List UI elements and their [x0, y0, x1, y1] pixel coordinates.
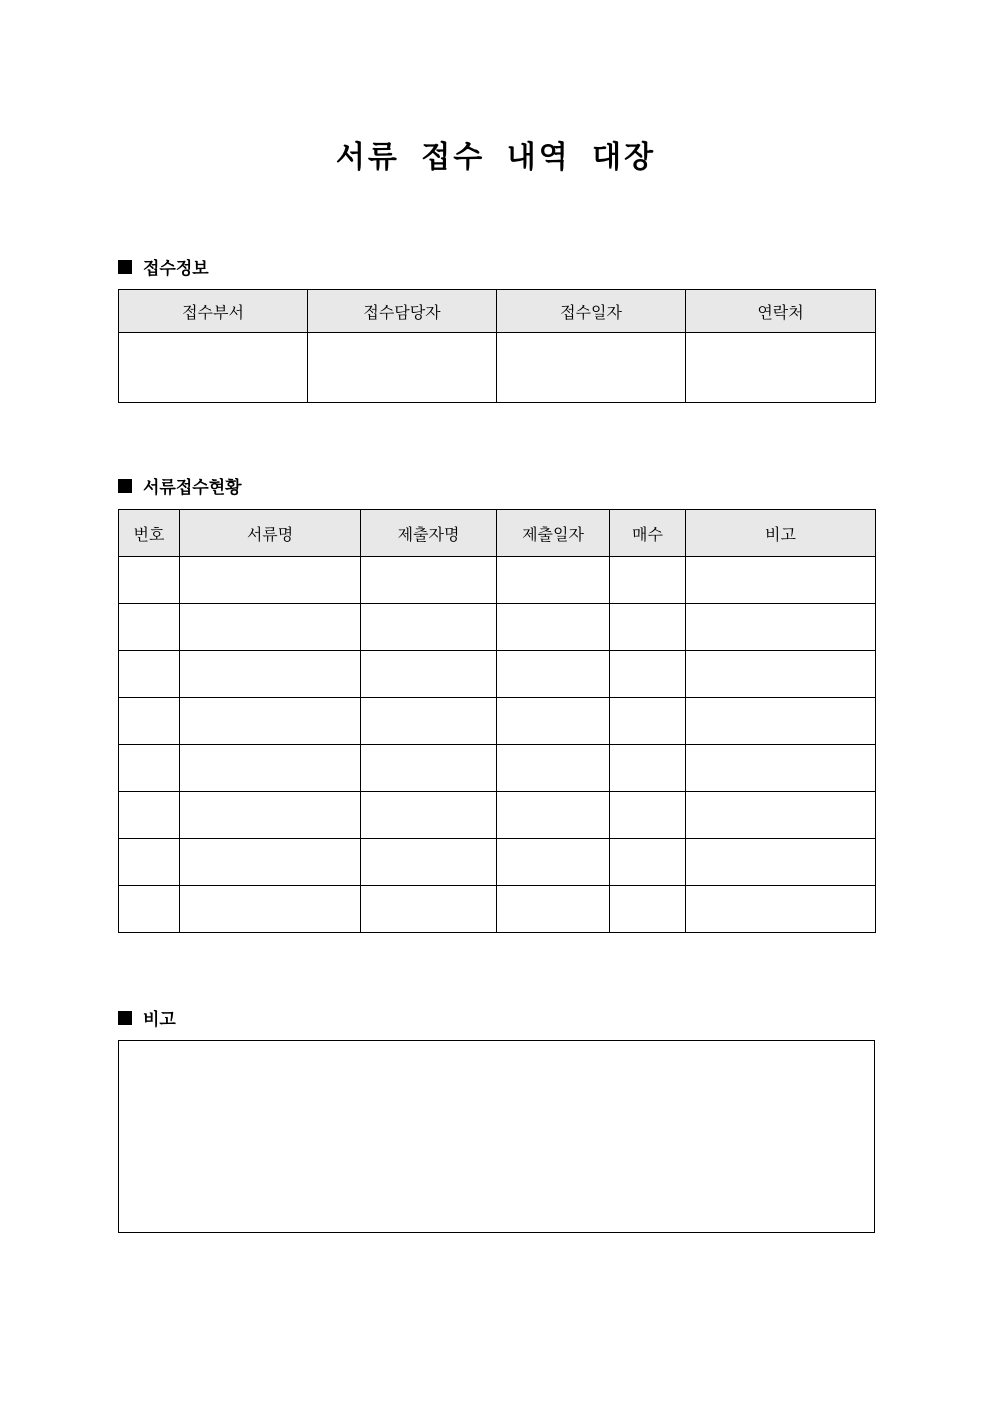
- submit-date-cell[interactable]: [497, 698, 610, 745]
- section-heading-receipt-info: [118, 254, 209, 279]
- note-cell[interactable]: [686, 604, 876, 651]
- column-header: 연락처: [686, 290, 876, 333]
- note-cell[interactable]: [686, 792, 876, 839]
- document-name-cell[interactable]: [180, 839, 361, 886]
- table-row: [119, 557, 876, 604]
- number-cell[interactable]: [119, 698, 180, 745]
- document-name-cell[interactable]: [180, 886, 361, 933]
- document-name-cell[interactable]: [180, 604, 361, 651]
- remarks-box[interactable]: [118, 1040, 875, 1233]
- table-row: [119, 604, 876, 651]
- note-cell[interactable]: [686, 886, 876, 933]
- column-header: 서류명: [180, 510, 361, 557]
- column-header: 매수: [610, 510, 686, 557]
- page-count-cell[interactable]: [610, 604, 686, 651]
- number-cell[interactable]: [119, 839, 180, 886]
- submit-date-cell[interactable]: [497, 651, 610, 698]
- receipt-info-table: [118, 289, 876, 403]
- submit-date-cell[interactable]: [497, 886, 610, 933]
- table-row: [119, 839, 876, 886]
- page-count-cell[interactable]: [610, 745, 686, 792]
- receipt-date-cell[interactable]: [497, 333, 686, 403]
- table-row: [119, 651, 876, 698]
- section-title: 비고: [143, 1010, 176, 1030]
- document-name-cell[interactable]: [180, 651, 361, 698]
- section-heading-remarks: [118, 1005, 176, 1030]
- receipt-department-cell[interactable]: [119, 333, 308, 403]
- column-header: 제출자명: [361, 510, 497, 557]
- submitter-name-cell[interactable]: [361, 745, 497, 792]
- contact-cell[interactable]: [686, 333, 876, 403]
- document-name-cell[interactable]: [180, 792, 361, 839]
- table-row: [119, 886, 876, 933]
- table-header-row: [119, 510, 876, 557]
- page-count-cell[interactable]: [610, 557, 686, 604]
- page-count-cell[interactable]: [610, 698, 686, 745]
- submit-date-cell[interactable]: [497, 745, 610, 792]
- document-name-cell[interactable]: [180, 557, 361, 604]
- note-cell[interactable]: [686, 839, 876, 886]
- status-rows: [119, 557, 876, 933]
- page-count-cell[interactable]: [610, 792, 686, 839]
- submit-date-cell[interactable]: [497, 792, 610, 839]
- page-count-cell[interactable]: [610, 651, 686, 698]
- document-status-table: [118, 509, 876, 933]
- column-header: 비고: [686, 510, 876, 557]
- section-heading-document-status: [118, 473, 242, 498]
- submitter-name-cell[interactable]: [361, 839, 497, 886]
- note-cell[interactable]: [686, 698, 876, 745]
- note-cell[interactable]: [686, 651, 876, 698]
- square-bullet-icon: [118, 479, 132, 493]
- page-count-cell[interactable]: [610, 886, 686, 933]
- page-count-cell[interactable]: [610, 839, 686, 886]
- document-name-cell[interactable]: [180, 745, 361, 792]
- square-bullet-icon: [118, 260, 132, 274]
- number-cell[interactable]: [119, 651, 180, 698]
- submit-date-cell[interactable]: [497, 557, 610, 604]
- note-cell[interactable]: [686, 745, 876, 792]
- page-title: 서류 접수 내역 대장: [335, 140, 657, 175]
- number-cell[interactable]: [119, 604, 180, 651]
- submitter-name-cell[interactable]: [361, 651, 497, 698]
- column-header: 접수부서: [119, 290, 308, 333]
- number-cell[interactable]: [119, 557, 180, 604]
- square-bullet-icon: [118, 1011, 132, 1025]
- submit-date-cell[interactable]: [497, 604, 610, 651]
- table-header-row: [119, 290, 876, 333]
- column-header: 제출일자: [497, 510, 610, 557]
- submitter-name-cell[interactable]: [361, 886, 497, 933]
- section-title: 서류접수현황: [143, 478, 242, 498]
- column-header: 번호: [119, 510, 180, 557]
- number-cell[interactable]: [119, 886, 180, 933]
- submitter-name-cell[interactable]: [361, 557, 497, 604]
- table-row: [119, 745, 876, 792]
- receipt-manager-cell[interactable]: [308, 333, 497, 403]
- section-title: 접수정보: [143, 259, 209, 279]
- document-name-cell[interactable]: [180, 698, 361, 745]
- note-cell[interactable]: [686, 557, 876, 604]
- column-header: 접수담당자: [308, 290, 497, 333]
- table-row: [119, 333, 876, 403]
- table-row: [119, 792, 876, 839]
- column-header: 접수일자: [497, 290, 686, 333]
- submitter-name-cell[interactable]: [361, 604, 497, 651]
- submitter-name-cell[interactable]: [361, 792, 497, 839]
- table-row: [119, 698, 876, 745]
- submit-date-cell[interactable]: [497, 839, 610, 886]
- submitter-name-cell[interactable]: [361, 698, 497, 745]
- number-cell[interactable]: [119, 792, 180, 839]
- number-cell[interactable]: [119, 745, 180, 792]
